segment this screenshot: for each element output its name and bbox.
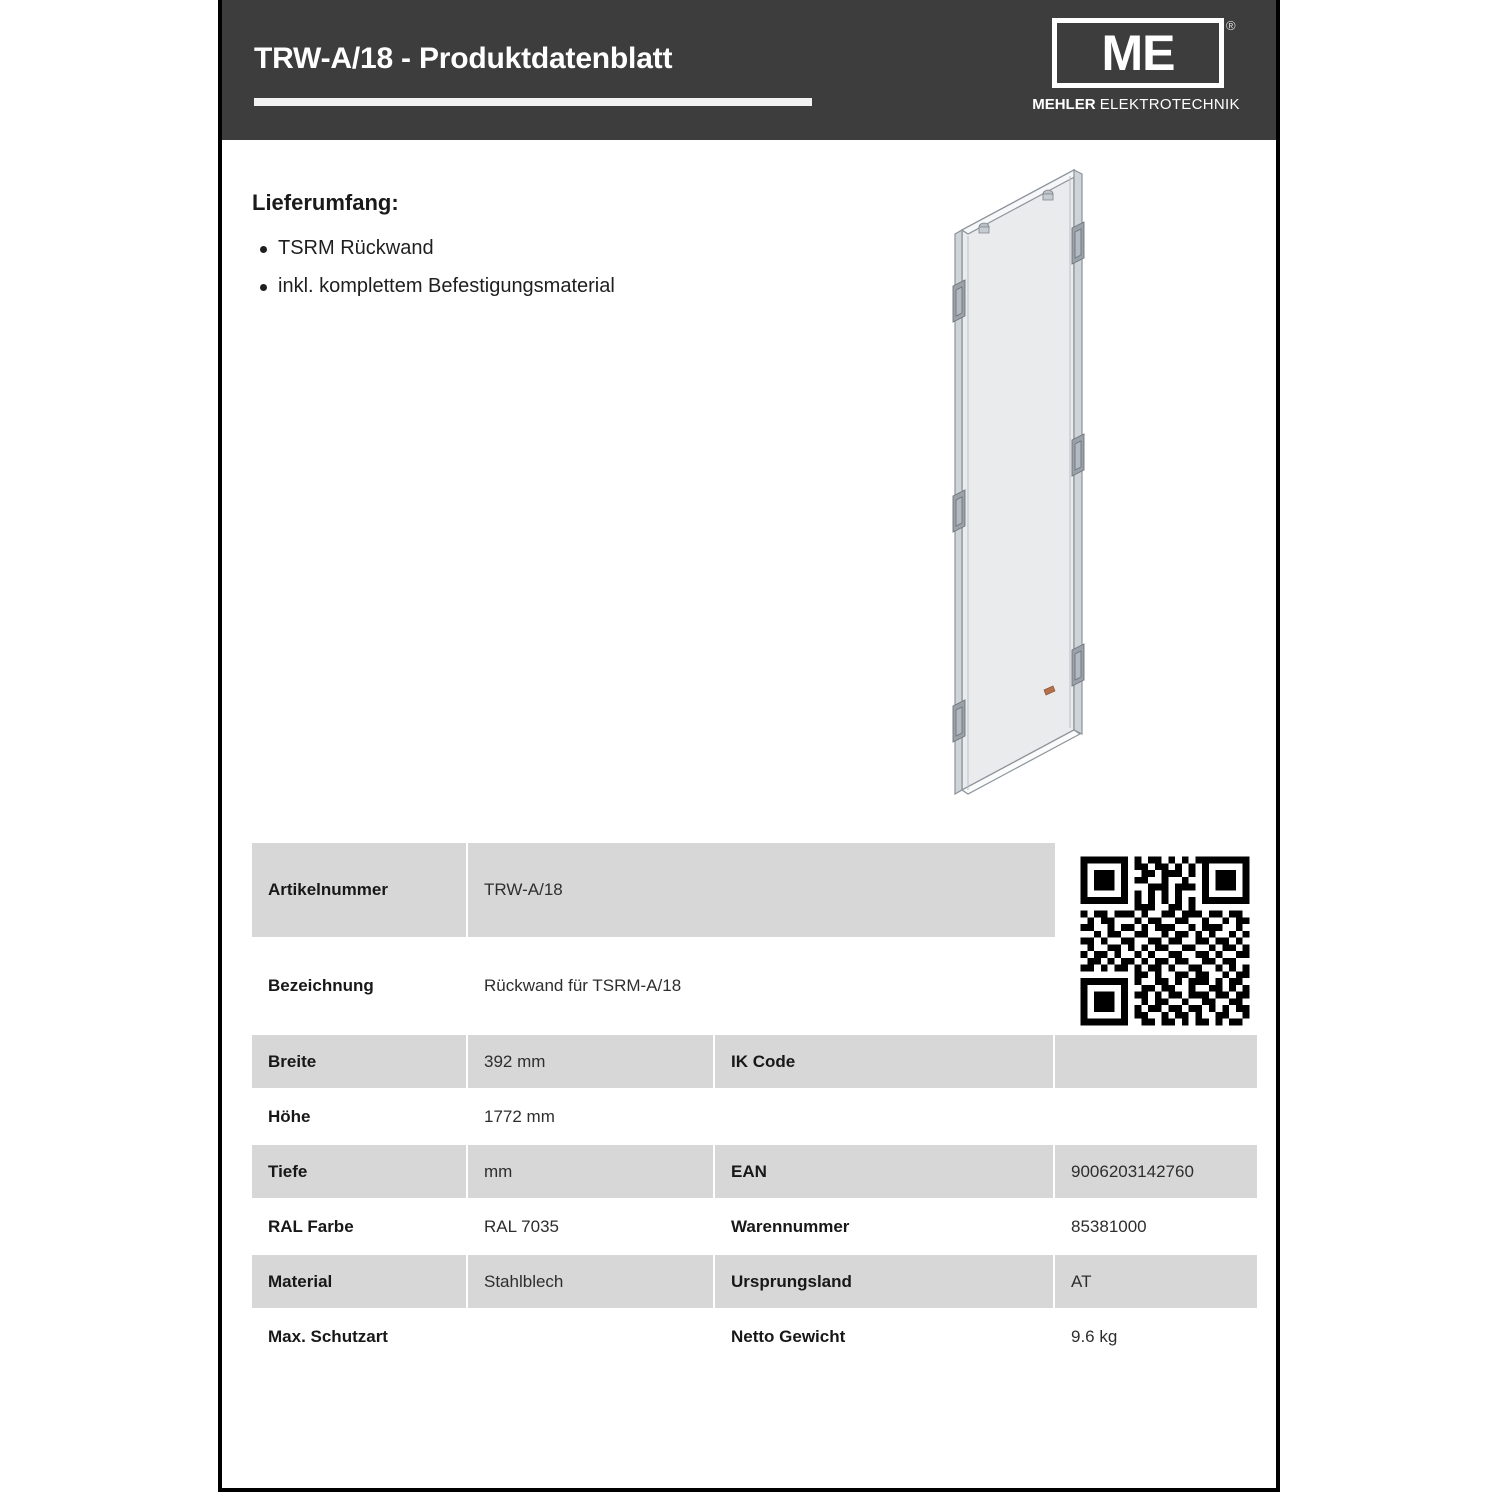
spec-value <box>468 1310 713 1363</box>
spec-value: Rückwand für TSRM-A/18 <box>468 939 1055 1033</box>
scope-list <box>252 238 872 296</box>
registered-trademark-icon: ® <box>1226 18 1236 33</box>
spec-value: AT <box>1055 1255 1257 1308</box>
scope-of-delivery-section <box>252 190 872 314</box>
logo-brand-name: MEHLER <box>1032 96 1096 113</box>
list-item: inkl. komplettem Befestigungsmaterial <box>278 276 872 296</box>
spec-label: Max. Schutzart <box>252 1310 466 1363</box>
logo-box-icon <box>1052 18 1224 88</box>
spec-label: Tiefe <box>252 1145 466 1198</box>
table-row <box>252 1200 1255 1253</box>
product-qr-code[interactable] <box>1074 850 1256 1032</box>
company-logo <box>1026 12 1246 124</box>
spec-value: 392 mm <box>468 1035 713 1088</box>
title-underline-rule <box>254 98 812 106</box>
spec-value: 1772 mm <box>468 1090 713 1143</box>
qr-code-icon <box>1074 850 1256 1032</box>
product-illustration <box>922 150 1142 810</box>
spec-label: EAN <box>715 1145 1053 1198</box>
list-item: TSRM Rückwand <box>278 238 872 258</box>
spec-label: Breite <box>252 1035 466 1088</box>
table-row <box>252 1035 1255 1088</box>
spec-label: Höhe <box>252 1090 466 1143</box>
spec-value <box>1055 1090 1257 1143</box>
logo-wordmark <box>1026 96 1246 113</box>
spec-label: Netto Gewicht <box>715 1310 1053 1363</box>
spec-label: Warennummer <box>715 1200 1053 1253</box>
spec-value: mm <box>468 1145 713 1198</box>
page-title: TRW-A/18 - Produktdatenblatt <box>254 42 673 75</box>
datasheet-page <box>218 0 1280 1492</box>
table-row <box>252 1310 1255 1363</box>
logo-monogram: ME <box>1101 25 1175 81</box>
spec-label: Bezeichnung <box>252 939 466 1033</box>
spec-label: Material <box>252 1255 466 1308</box>
spec-value: TRW-A/18 <box>468 843 1055 937</box>
logo-brand-subtitle: ELEKTROTECHNIK <box>1099 96 1240 113</box>
table-row <box>252 1255 1255 1308</box>
rueckwand-isometric-drawing <box>922 150 1142 810</box>
table-row <box>252 1090 1255 1143</box>
table-row <box>252 1145 1255 1198</box>
spec-label: RAL Farbe <box>252 1200 466 1253</box>
scope-heading: Lieferumfang: <box>252 190 399 215</box>
spec-label: Ursprungsland <box>715 1255 1053 1308</box>
page-header <box>222 0 1276 140</box>
spec-value: 9.6 kg <box>1055 1310 1257 1363</box>
spec-value: Stahlblech <box>468 1255 713 1308</box>
spec-value <box>1055 1035 1257 1088</box>
spec-label <box>715 1090 1053 1143</box>
spec-value: RAL 7035 <box>468 1200 713 1253</box>
spec-label: IK Code <box>715 1035 1053 1088</box>
spec-label: Artikelnummer <box>252 843 466 937</box>
spec-value: 9006203142760 <box>1055 1145 1257 1198</box>
spec-value: 85381000 <box>1055 1200 1257 1253</box>
